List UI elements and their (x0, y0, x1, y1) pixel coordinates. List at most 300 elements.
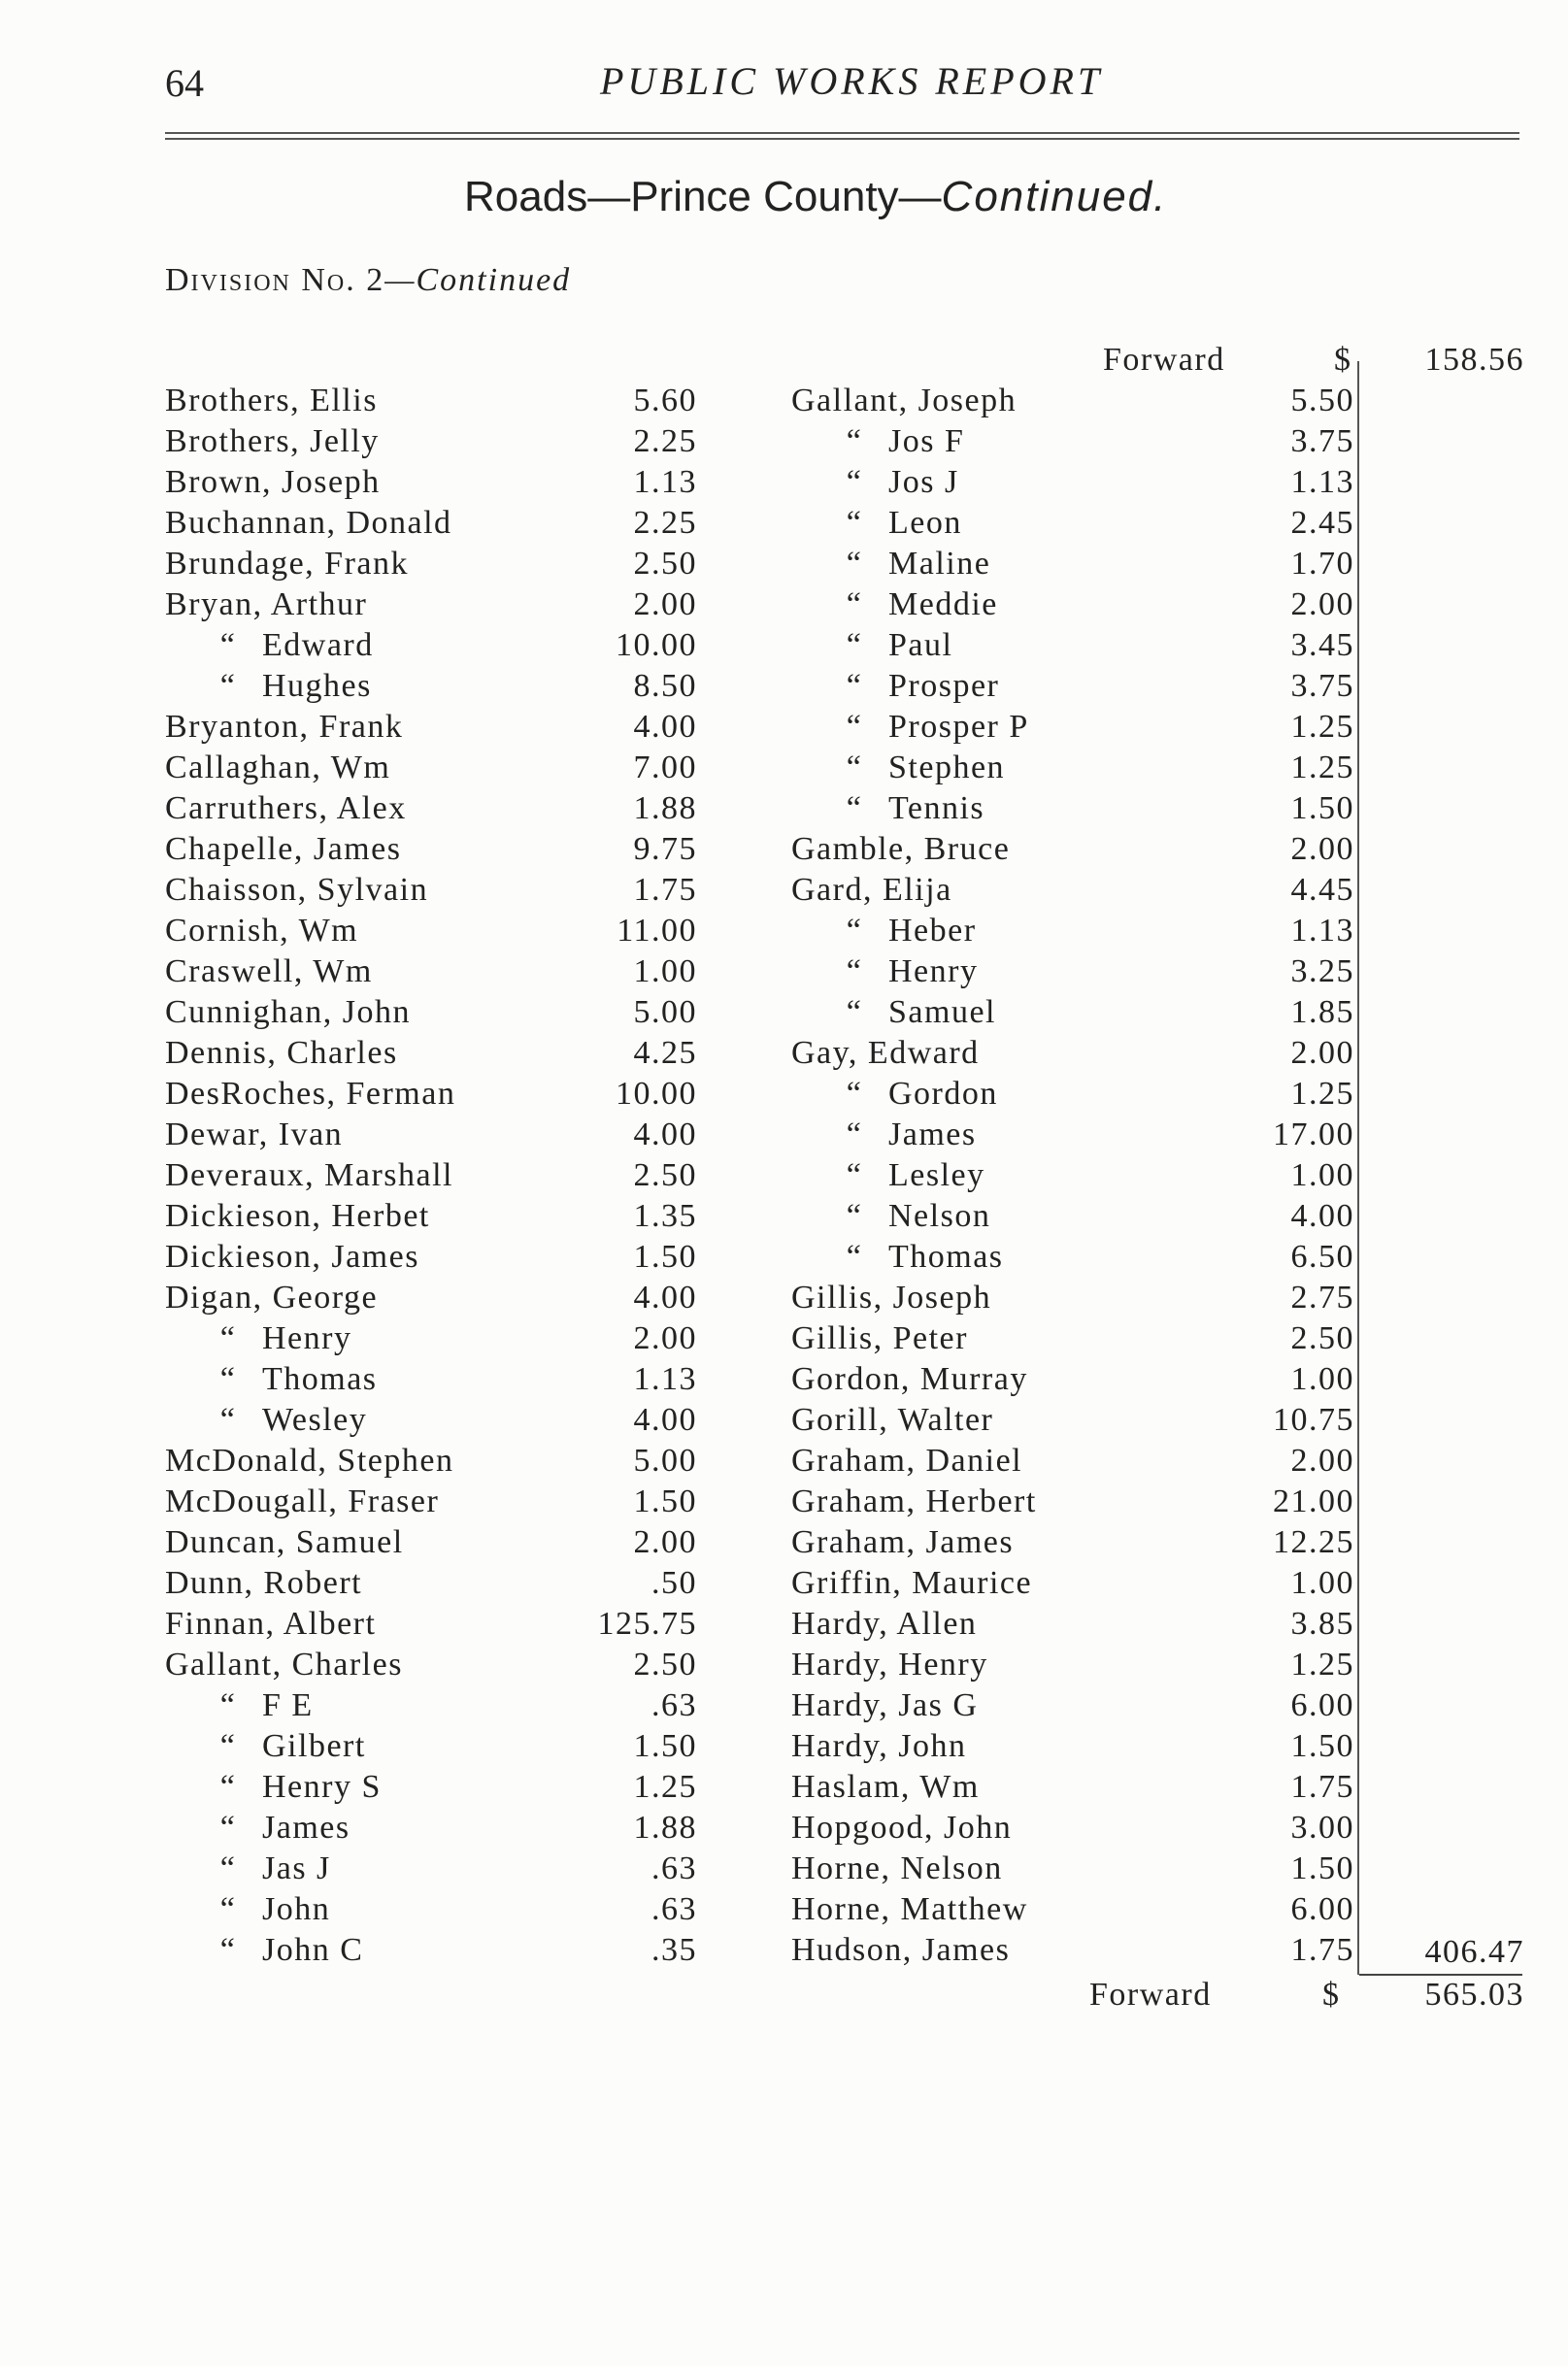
entry-name (820, 462, 959, 503)
entry-amount: .35 (651, 1932, 697, 1968)
entry-name-text: Haslam, Wm (791, 1769, 980, 1805)
list-item (791, 625, 1354, 666)
entry-name (820, 707, 1029, 748)
list-item (791, 1604, 1354, 1645)
entry-name-text: Gay, Edward (791, 1035, 980, 1071)
list-item (791, 1318, 1354, 1359)
list-item (791, 381, 1354, 421)
entry-name-text: John (262, 1891, 331, 1927)
entry-name (791, 1563, 1032, 1604)
entry-name-text: Gamble, Bruce (791, 831, 1011, 867)
entry-name-text: Gillis, Peter (791, 1320, 968, 1356)
entry-amount: 5.00 (633, 994, 697, 1030)
list-item (165, 1278, 697, 1318)
entry-name-text: Buchannan, Donald (165, 505, 452, 541)
entry-name (194, 1685, 314, 1726)
entry-name-text: McDonald, Stephen (165, 1443, 454, 1479)
entry-name (791, 381, 1017, 421)
entry-name (165, 1645, 403, 1685)
list-item (165, 911, 697, 951)
entry-name (194, 625, 374, 666)
list-item (165, 1237, 697, 1278)
forward-bottom-label: Forward (1089, 1977, 1212, 2013)
list-item (165, 1482, 697, 1522)
entry-amount: 6.50 (1290, 1239, 1354, 1275)
entry-name-text: Lesley (888, 1157, 985, 1193)
entry-amount: 4.00 (633, 709, 697, 745)
entry-name (791, 1033, 980, 1074)
entry-amount: 11.00 (617, 913, 697, 949)
entry-name (165, 1441, 453, 1482)
entry-name (194, 1400, 367, 1441)
list-item (165, 1033, 697, 1074)
list-item (791, 1359, 1354, 1400)
entry-name-text: Hardy, John (791, 1728, 967, 1764)
ditto-mark: “ (846, 546, 863, 582)
list-item (165, 1930, 697, 1971)
list-item (791, 992, 1354, 1033)
entry-amount: 10.00 (616, 1076, 697, 1112)
ditto-mark: “ (219, 668, 237, 704)
list-item (165, 381, 697, 421)
list-item (791, 1522, 1354, 1563)
entry-name (820, 1155, 985, 1196)
list-item (165, 870, 697, 911)
ditto-mark: “ (219, 1769, 237, 1805)
list-item (791, 1155, 1354, 1196)
entry-name-text: F E (262, 1687, 314, 1723)
list-item (791, 1033, 1354, 1074)
entry-name (165, 951, 373, 992)
ditto-mark: “ (846, 586, 863, 622)
list-item (165, 625, 697, 666)
list-item (791, 1889, 1354, 1930)
list-item (791, 1237, 1354, 1278)
ditto-mark: “ (846, 994, 863, 1030)
running-head: PUBLIC WORKS REPORT (600, 59, 1104, 103)
list-item (165, 421, 697, 462)
entry-name-text: Finnan, Albert (165, 1606, 377, 1642)
entry-name-text: Dennis, Charles (165, 1035, 398, 1071)
entry-name (791, 1441, 1022, 1482)
entry-amount: 1.13 (633, 464, 697, 500)
entry-amount: 2.75 (1290, 1280, 1354, 1316)
list-item (165, 1196, 697, 1237)
entry-name (165, 1278, 378, 1318)
entry-name-text: Paul (888, 627, 953, 663)
ditto-mark: “ (846, 750, 863, 785)
entry-name (791, 1278, 991, 1318)
list-item (165, 1400, 697, 1441)
entry-amount: 2.00 (633, 1320, 697, 1356)
list-item (165, 707, 697, 748)
entry-name-text: Maline (888, 546, 991, 582)
forward-top-label: Forward (1103, 342, 1225, 378)
entry-name (820, 992, 996, 1033)
entry-name (165, 381, 378, 421)
entry-name (194, 1726, 366, 1767)
entry-name-text: Thomas (888, 1239, 1004, 1275)
ditto-mark: “ (846, 1198, 863, 1234)
entry-amount: 4.00 (633, 1280, 697, 1316)
entry-amount: .63 (651, 1850, 697, 1886)
entry-name (791, 1930, 1010, 1971)
entry-name (820, 625, 952, 666)
entry-name-text: Griffin, Maurice (791, 1565, 1033, 1601)
entry-amount: 10.00 (616, 627, 697, 663)
list-item (791, 544, 1354, 584)
header-rule-thin (165, 138, 1519, 140)
entry-name (165, 992, 411, 1033)
entry-name (165, 1155, 453, 1196)
entry-amount: 3.85 (1290, 1606, 1354, 1642)
entry-name-text: Gallant, Charles (165, 1647, 403, 1683)
entry-name (194, 1808, 350, 1849)
ditto-mark: “ (219, 1687, 237, 1723)
total-rule (1359, 1974, 1522, 1976)
ditto-mark: “ (846, 1239, 863, 1275)
entry-name (165, 1196, 430, 1237)
entry-name (791, 829, 1010, 870)
entry-name (791, 1400, 993, 1441)
list-item (791, 1849, 1354, 1889)
entry-amount: 1.25 (1290, 750, 1354, 785)
list-item (791, 1645, 1354, 1685)
entry-name (165, 870, 428, 911)
entry-name (820, 1115, 977, 1155)
entry-name (791, 1359, 1028, 1400)
entry-name-text: Wesley (262, 1402, 368, 1438)
entry-name (165, 1033, 398, 1074)
entry-name-text: Chaisson, Sylvain (165, 872, 429, 908)
list-item (165, 1522, 697, 1563)
ditto-mark: “ (846, 790, 863, 826)
entry-amount: 1.25 (1290, 1076, 1354, 1112)
entry-amount: 1.50 (633, 1483, 697, 1519)
entry-amount: 3.45 (1290, 627, 1354, 663)
list-item (791, 951, 1354, 992)
entry-name (820, 951, 978, 992)
ditto-mark: “ (219, 1320, 237, 1356)
entry-amount: 2.25 (633, 505, 697, 541)
entry-name (820, 788, 984, 829)
ditto-mark: “ (219, 1932, 237, 1968)
entry-name-text: Brothers, Ellis (165, 383, 378, 418)
ditto-mark: “ (219, 1402, 237, 1438)
entry-name-text: Samuel (888, 994, 996, 1030)
list-item (165, 1849, 697, 1889)
entry-amount: 2.00 (1290, 1035, 1354, 1071)
entry-amount: 1.25 (633, 1769, 697, 1805)
ditto-mark: “ (846, 709, 863, 745)
entry-amount: 2.00 (1290, 1443, 1354, 1479)
entry-amount: 17.00 (1273, 1116, 1354, 1152)
entry-name (791, 1645, 988, 1685)
entry-name (165, 1237, 419, 1278)
entry-name-text: Henry S (262, 1769, 382, 1805)
entry-amount: 10.75 (1273, 1402, 1354, 1438)
entry-name-text: Gordon, Murray (791, 1361, 1028, 1397)
list-item (791, 1930, 1354, 1971)
list-item (165, 1155, 697, 1196)
list-item (791, 421, 1354, 462)
ditto-mark: “ (219, 1891, 237, 1927)
entry-amount: 1.13 (1290, 464, 1354, 500)
entry-name-text: Hardy, Henry (791, 1647, 988, 1683)
entry-name-text: Gallant, Joseph (791, 383, 1018, 418)
entry-amount: 2.25 (633, 423, 697, 459)
entry-amount: 4.00 (633, 1116, 697, 1152)
entry-amount: 1.50 (633, 1728, 697, 1764)
ditto-mark: “ (219, 1361, 237, 1397)
entry-name (165, 1115, 343, 1155)
list-item (791, 748, 1354, 788)
forward-top-currency: $ (1334, 342, 1352, 378)
entry-name-text: Digan, George (165, 1280, 379, 1316)
list-item (791, 1767, 1354, 1808)
entry-amount: 1.50 (1290, 1850, 1354, 1886)
entry-name-text: Dickieson, James (165, 1239, 419, 1275)
forward-bottom-currency: $ (1322, 1977, 1341, 2013)
list-item (791, 1074, 1354, 1115)
entry-amount: 1.85 (1290, 994, 1354, 1030)
entry-name (820, 1196, 990, 1237)
entry-amount: 1.50 (1290, 790, 1354, 826)
entry-name-text: Dunn, Robert (165, 1565, 363, 1601)
list-item (165, 829, 697, 870)
entry-amount: 1.50 (633, 1239, 697, 1275)
entry-name (820, 666, 999, 707)
entry-amount: 1.13 (633, 1361, 697, 1397)
title-continued: Continued. (941, 173, 1168, 220)
entry-name-text: Heber (888, 913, 977, 949)
entry-name-text: Jos J (888, 464, 959, 500)
list-item (791, 666, 1354, 707)
entry-name-text: Tennis (888, 790, 985, 826)
ditto-mark: “ (219, 627, 237, 663)
entry-amount: 4.25 (633, 1035, 697, 1071)
entry-amount: 5.50 (1290, 383, 1354, 418)
entry-name-text: Gordon (888, 1076, 998, 1112)
list-item (165, 666, 697, 707)
list-item (165, 1604, 697, 1645)
entry-name (791, 1767, 980, 1808)
entry-amount: 21.00 (1273, 1483, 1354, 1519)
list-item (791, 1196, 1354, 1237)
entry-name-text: Carruthers, Alex (165, 790, 407, 826)
entry-name (194, 1889, 330, 1930)
entry-amount: 3.75 (1290, 668, 1354, 704)
entry-name-text: Meddie (888, 586, 998, 622)
entry-name-text: Gillis, Joseph (791, 1280, 992, 1316)
list-item (165, 1359, 697, 1400)
entry-amount: 2.00 (633, 1524, 697, 1560)
list-item (791, 1441, 1354, 1482)
entry-amount: .63 (651, 1891, 697, 1927)
entry-name-text: DesRoches, Ferman (165, 1076, 456, 1112)
entry-name-text: Craswell, Wm (165, 953, 373, 989)
list-item (791, 911, 1354, 951)
entry-name (194, 1767, 382, 1808)
entry-name-text: Hughes (262, 668, 372, 704)
entry-amount: 1.88 (633, 1810, 697, 1846)
entry-name (791, 1849, 1003, 1889)
entry-name-text: James (262, 1810, 350, 1846)
division-name: Division No. 2 (165, 262, 385, 298)
entry-name (194, 1930, 363, 1971)
entry-name (820, 1237, 1004, 1278)
title-main: Roads—Prince County— (464, 173, 942, 220)
ditto-mark: “ (219, 1850, 237, 1886)
entry-amount: 6.00 (1290, 1891, 1354, 1927)
entry-name-text: James (888, 1116, 977, 1152)
list-item (791, 1726, 1354, 1767)
entry-name-text: Henry (888, 953, 979, 989)
entry-amount: 5.00 (633, 1443, 697, 1479)
list-item (791, 1808, 1354, 1849)
entry-name (791, 1318, 968, 1359)
list-item (791, 1278, 1354, 1318)
entry-name (791, 1726, 967, 1767)
entry-name (165, 911, 358, 951)
list-item (165, 992, 697, 1033)
ditto-mark: “ (846, 423, 863, 459)
forward-top-total: 158.56 (1424, 342, 1524, 378)
list-item (791, 829, 1354, 870)
entry-name (791, 1685, 978, 1726)
entry-amount: 125.75 (597, 1606, 697, 1642)
entry-name-text: Deveraux, Marshall (165, 1157, 454, 1193)
entry-name-text: Horne, Matthew (791, 1891, 1028, 1927)
list-item (791, 462, 1354, 503)
list-item (165, 951, 697, 992)
list-item (165, 1441, 697, 1482)
entry-amount: 4.45 (1290, 872, 1354, 908)
entry-name (165, 462, 381, 503)
entry-amount: 1.13 (1290, 913, 1354, 949)
entry-amount: 6.00 (1290, 1687, 1354, 1723)
entry-name (791, 1482, 1037, 1522)
entry-name-text: Jas J (262, 1850, 331, 1886)
entry-amount: 1.70 (1290, 546, 1354, 582)
entry-name (165, 1563, 362, 1604)
entry-amount: 7.00 (633, 750, 697, 785)
list-item (165, 1889, 697, 1930)
entry-name-text: John C (262, 1932, 364, 1968)
entry-name-text: Graham, Herbert (791, 1483, 1037, 1519)
entry-name-text: Dickieson, Herbet (165, 1198, 430, 1234)
entry-name-text: Bryanton, Frank (165, 709, 404, 745)
entry-name-text: Prosper P (888, 709, 1029, 745)
entry-name (165, 707, 403, 748)
entry-name (791, 1522, 1014, 1563)
entry-amount: 4.00 (1290, 1198, 1354, 1234)
entry-name-text: Callaghan, Wm (165, 750, 391, 785)
entry-name-text: Henry (262, 1320, 352, 1356)
entry-name (820, 584, 998, 625)
entry-amount: 2.00 (633, 586, 697, 622)
forward-bottom-total: 565.03 (1424, 1977, 1524, 2013)
entry-amount: 2.00 (1290, 586, 1354, 622)
entry-amount: 3.25 (1290, 953, 1354, 989)
entry-amount: 1.25 (1290, 709, 1354, 745)
list-item (165, 1318, 697, 1359)
list-item (791, 584, 1354, 625)
entry-name (194, 1318, 351, 1359)
list-item (165, 462, 697, 503)
entry-amount: 2.45 (1290, 505, 1354, 541)
entry-name-text: Stephen (888, 750, 1006, 785)
amount-column-rule (1357, 361, 1359, 1975)
entry-name (791, 1808, 1012, 1849)
entry-amount: 9.75 (633, 831, 697, 867)
entry-name-text: Cunnighan, John (165, 994, 411, 1030)
entry-amount: .63 (651, 1687, 697, 1723)
list-item (791, 870, 1354, 911)
ditto-mark: “ (846, 464, 863, 500)
entry-amount: 12.25 (1273, 1524, 1354, 1560)
entry-name-text: Chapelle, James (165, 831, 402, 867)
entry-amount: 3.00 (1290, 1810, 1354, 1846)
entry-name-text: Brundage, Frank (165, 546, 410, 582)
ditto-mark: “ (846, 505, 863, 541)
entry-name (194, 666, 372, 707)
header-rule (165, 132, 1519, 134)
division-continued: —Continued (384, 262, 572, 298)
entry-name (820, 421, 964, 462)
entry-name-text: Dewar, Ivan (165, 1116, 344, 1152)
entry-name-text: Gorill, Walter (791, 1402, 994, 1438)
list-item (165, 748, 697, 788)
list-item (165, 1808, 697, 1849)
list-item (791, 503, 1354, 544)
entry-name-text: Graham, James (791, 1524, 1015, 1560)
entry-name (820, 748, 1005, 788)
entry-amount: 5.60 (633, 383, 697, 418)
list-item (165, 1563, 697, 1604)
entry-name-text: McDougall, Fraser (165, 1483, 440, 1519)
ditto-mark: “ (846, 913, 863, 949)
ditto-mark: “ (846, 627, 863, 663)
entry-name-text: Nelson (888, 1198, 991, 1234)
list-item (165, 584, 697, 625)
entry-amount: .50 (651, 1565, 697, 1601)
list-item (165, 503, 697, 544)
entry-name (194, 1359, 378, 1400)
ditto-mark: “ (846, 1116, 863, 1152)
entry-name (165, 788, 407, 829)
entry-amount: 1.00 (1290, 1157, 1354, 1193)
entry-name (791, 1889, 1028, 1930)
list-item (791, 707, 1354, 748)
entry-name (194, 1849, 331, 1889)
list-item (791, 1115, 1354, 1155)
entry-name (165, 421, 380, 462)
entry-amount: 1.35 (633, 1198, 697, 1234)
entry-amount: 2.50 (633, 1647, 697, 1683)
entry-name (165, 1074, 455, 1115)
list-item (165, 1645, 697, 1685)
list-item (791, 788, 1354, 829)
entry-name (791, 870, 952, 911)
entry-name-text: Cornish, Wm (165, 913, 359, 949)
entry-name (820, 544, 990, 584)
entry-amount: 1.75 (1290, 1769, 1354, 1805)
entry-name (165, 748, 390, 788)
ditto-mark: “ (846, 668, 863, 704)
entry-amount: 1.25 (1290, 1647, 1354, 1683)
list-item (165, 1726, 697, 1767)
